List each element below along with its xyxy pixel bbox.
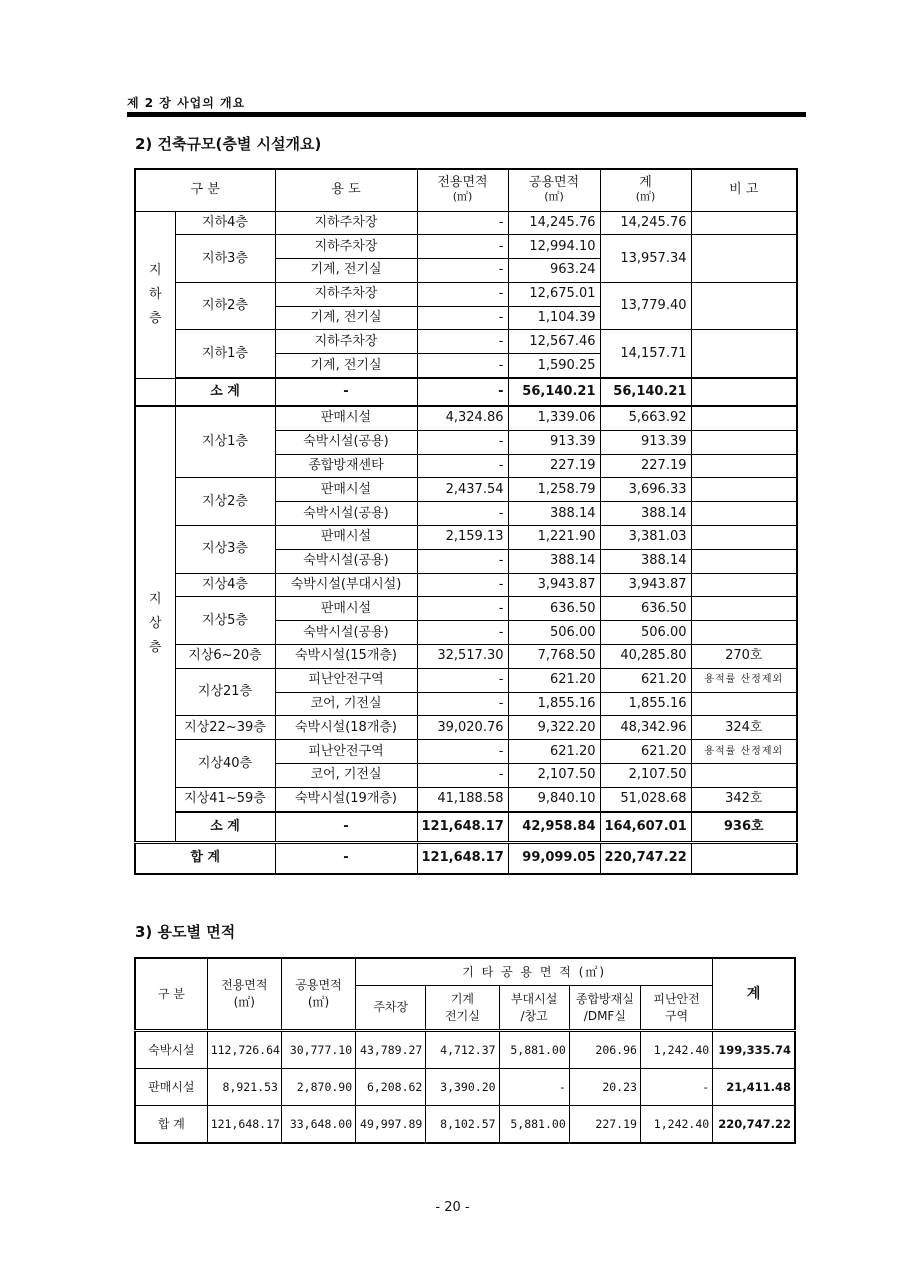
exclusive-cell: 112,726.64 — [207, 1031, 281, 1069]
refuge-cell: 1,242.40 — [640, 1031, 712, 1069]
common-cell: 621.20 — [508, 740, 600, 764]
use-cell: 숙박시설(공용) — [275, 502, 417, 526]
total-cell: 3,696.33 — [600, 478, 691, 502]
exclusive-cell: 121,648.17 — [417, 812, 508, 843]
total-cell: 199,335.74 — [713, 1031, 795, 1069]
total-cell: 220,747.22 — [600, 842, 691, 874]
exclusive-cell: - — [417, 454, 508, 478]
note-cell — [691, 454, 797, 478]
note-cell: 270호 — [691, 645, 797, 669]
total-cell: 14,245.76 — [600, 211, 691, 235]
use-cell: 코어, 기전실 — [275, 764, 417, 788]
col-note: 비 고 — [691, 169, 797, 211]
total-cell: 388.14 — [600, 549, 691, 573]
col-other-common: 기 타 공 용 면 적 (㎡) — [356, 958, 713, 986]
mech-cell: 4,712.37 — [426, 1031, 499, 1069]
common-cell: 2,107.50 — [508, 764, 600, 788]
use-cell: 지하주차장 — [275, 282, 417, 306]
exclusive-cell: - — [417, 211, 508, 235]
floor-cell: 지상22~39층 — [175, 716, 275, 740]
page-number: - 20 - — [435, 1200, 470, 1215]
floor-cell: 지상6~20층 — [175, 645, 275, 669]
use-cell: 지하주차장 — [275, 211, 417, 235]
total-cell: 3,943.87 — [600, 573, 691, 597]
exclusive-cell: 32,517.30 — [417, 645, 508, 669]
grand-total-row — [135, 842, 797, 874]
use-cell: 숙박시설(18개층) — [275, 716, 417, 740]
chapter-header: 제 2 장 사업의 개요 — [127, 96, 246, 110]
exclusive-cell: 8,921.53 — [207, 1069, 281, 1106]
table-row — [135, 211, 797, 235]
parking-cell: 49,997.89 — [356, 1106, 426, 1144]
mech-cell: 3,390.20 — [426, 1069, 499, 1106]
total-cell: 913.39 — [600, 430, 691, 454]
use-cell: 기계, 전기실 — [275, 354, 417, 378]
use-cell: 피난안전구역 — [275, 740, 417, 764]
exclusive-cell: - — [417, 621, 508, 645]
common-cell: 42,958.84 — [508, 812, 600, 843]
total-cell: 5,663.92 — [600, 406, 691, 430]
common-cell: 636.50 — [508, 597, 600, 621]
disaster-cell: 206.96 — [569, 1031, 640, 1069]
exclusive-cell: - — [417, 259, 508, 283]
note-cell — [691, 378, 797, 406]
use-cell: 판매시설 — [275, 406, 417, 430]
common-cell: 1,104.39 — [508, 306, 600, 330]
section-3-title: 3) 용도별 면적 — [135, 923, 236, 941]
floor-cell: 지상2층 — [175, 478, 275, 526]
use-cell: 기계, 전기실 — [275, 259, 417, 283]
note-cell — [691, 692, 797, 716]
col-use: 용 도 — [275, 169, 417, 211]
row-label: 숙박시설 — [135, 1031, 207, 1069]
table-header-row — [135, 958, 795, 986]
use-cell: - — [275, 812, 417, 843]
use-cell: 숙박시설(공용) — [275, 430, 417, 454]
floor-cell: 지하1층 — [175, 330, 275, 378]
floor-cell: 지하3층 — [175, 235, 275, 283]
refuge-cell: 1,242.40 — [640, 1106, 712, 1144]
use-cell: 판매시설 — [275, 597, 417, 621]
total-cell: 13,957.34 — [600, 235, 691, 283]
common-cell: 506.00 — [508, 621, 600, 645]
note-cell — [691, 526, 797, 550]
total-cell: 40,285.80 — [600, 645, 691, 669]
use-cell: 지하주차장 — [275, 330, 417, 354]
exclusive-cell: - — [417, 430, 508, 454]
underground-label-cont — [135, 378, 175, 406]
floor-cell: 지상21층 — [175, 668, 275, 716]
total-cell: 636.50 — [600, 597, 691, 621]
common-cell: 1,339.06 — [508, 406, 600, 430]
exclusive-cell: 121,648.17 — [417, 842, 508, 874]
exclusive-cell: - — [417, 502, 508, 526]
row-label: 합 계 — [135, 1106, 207, 1144]
exclusive-cell: - — [417, 549, 508, 573]
common-cell: 227.19 — [508, 454, 600, 478]
note-cell: 용적률 산정제외 — [691, 668, 797, 692]
parking-cell: 6,208.62 — [356, 1069, 426, 1106]
aux-cell: 5,881.00 — [499, 1031, 569, 1069]
col-exclusive: 전용면적 (㎡) — [417, 169, 508, 211]
common-cell: 913.39 — [508, 430, 600, 454]
col-common: 공용면적 (㎡) — [281, 958, 355, 1031]
common-cell: 621.20 — [508, 668, 600, 692]
floor-cell: 지상3층 — [175, 526, 275, 574]
table-row — [135, 645, 797, 669]
col-total: 계 (㎡) — [600, 169, 691, 211]
note-cell — [691, 235, 797, 283]
exclusive-cell: - — [417, 306, 508, 330]
section-2-title: 2) 건축규모(층별 시설개요) — [135, 135, 322, 153]
total-cell: 220,747.22 — [713, 1106, 795, 1144]
table-row — [135, 668, 797, 692]
floor-cell: 지상5층 — [175, 597, 275, 645]
exclusive-cell: 2,159.13 — [417, 526, 508, 550]
aux-cell: - — [499, 1069, 569, 1106]
table-row — [135, 1031, 795, 1069]
col-category: 구 분 — [135, 169, 275, 211]
total-cell: 56,140.21 — [600, 378, 691, 406]
total-cell: 3,381.03 — [600, 526, 691, 550]
exclusive-cell: - — [417, 282, 508, 306]
exclusive-cell: - — [417, 354, 508, 378]
floor-cell: 소 계 — [175, 378, 275, 406]
common-cell: 14,245.76 — [508, 211, 600, 235]
note-cell: 936호 — [691, 812, 797, 843]
table-row — [135, 1069, 795, 1106]
note-cell — [691, 502, 797, 526]
use-cell: 숙박시설(19개층) — [275, 787, 417, 811]
table-row — [135, 330, 797, 354]
floor-cell: 소 계 — [175, 812, 275, 843]
common-cell: 33,648.00 — [281, 1106, 355, 1144]
exclusive-cell: 41,188.58 — [417, 787, 508, 811]
floor-area-table — [134, 168, 798, 875]
table-row — [135, 597, 797, 621]
exclusive-cell: - — [417, 235, 508, 259]
note-cell — [691, 330, 797, 378]
total-cell: 227.19 — [600, 454, 691, 478]
note-cell — [691, 597, 797, 621]
table-row — [135, 740, 797, 764]
note-cell — [691, 282, 797, 330]
exclusive-cell: - — [417, 597, 508, 621]
col-aux: 부대시설 /창고 — [499, 986, 569, 1031]
exclusive-cell: - — [417, 573, 508, 597]
total-cell: 388.14 — [600, 502, 691, 526]
note-cell — [691, 549, 797, 573]
exclusive-cell: 39,020.76 — [417, 716, 508, 740]
use-cell: 숙박시설(15개층) — [275, 645, 417, 669]
common-cell: 56,140.21 — [508, 378, 600, 406]
exclusive-cell: - — [417, 668, 508, 692]
refuge-cell: - — [640, 1069, 712, 1106]
table-row — [135, 573, 797, 597]
use-cell: 지하주차장 — [275, 235, 417, 259]
table-row — [135, 1106, 795, 1144]
total-cell: 1,855.16 — [600, 692, 691, 716]
use-cell: 판매시설 — [275, 478, 417, 502]
note-cell: 342호 — [691, 787, 797, 811]
use-cell: 피난안전구역 — [275, 668, 417, 692]
exclusive-cell: - — [417, 740, 508, 764]
total-cell: 506.00 — [600, 621, 691, 645]
exclusive-cell: - — [417, 692, 508, 716]
area-by-use-table — [134, 957, 796, 1144]
use-cell: 숙박시설(공용) — [275, 621, 417, 645]
floor-cell: 지상4층 — [175, 573, 275, 597]
common-cell: 9,322.20 — [508, 716, 600, 740]
underground-label: 지 하 층 — [135, 211, 175, 378]
col-category: 구 분 — [135, 958, 207, 1031]
exclusive-cell: - — [417, 378, 508, 406]
common-cell: 2,870.90 — [281, 1069, 355, 1106]
table-row — [135, 526, 797, 550]
col-common: 공용면적 (㎡) — [508, 169, 600, 211]
use-cell: 코어, 기전실 — [275, 692, 417, 716]
total-cell: 164,607.01 — [600, 812, 691, 843]
aux-cell: 5,881.00 — [499, 1106, 569, 1144]
note-cell — [691, 573, 797, 597]
total-cell: 2,107.50 — [600, 764, 691, 788]
disaster-cell: 227.19 — [569, 1106, 640, 1144]
exclusive-cell: 121,648.17 — [207, 1106, 281, 1144]
subtotal-row — [135, 812, 797, 843]
total-cell: 14,157.71 — [600, 330, 691, 378]
floor-cell: 지상40층 — [175, 740, 275, 788]
use-cell: 숙박시설(부대시설) — [275, 573, 417, 597]
common-cell: 963.24 — [508, 259, 600, 283]
aboveground-label: 지 상 층 — [135, 406, 175, 842]
floor-cell: 지하2층 — [175, 282, 275, 330]
note-cell — [691, 430, 797, 454]
common-cell: 99,099.05 — [508, 842, 600, 874]
total-cell: 621.20 — [600, 740, 691, 764]
use-cell: - — [275, 842, 417, 874]
common-cell: 388.14 — [508, 549, 600, 573]
note-cell — [691, 764, 797, 788]
common-cell: 12,567.46 — [508, 330, 600, 354]
col-parking: 주차장 — [356, 986, 426, 1031]
exclusive-cell: 4,324.86 — [417, 406, 508, 430]
common-cell: 30,777.10 — [281, 1031, 355, 1069]
use-cell: 판매시설 — [275, 526, 417, 550]
note-cell — [691, 621, 797, 645]
note-cell — [691, 478, 797, 502]
total-cell: 621.20 — [600, 668, 691, 692]
note-cell: 용적률 산정제외 — [691, 740, 797, 764]
common-cell: 1,221.90 — [508, 526, 600, 550]
common-cell: 3,943.87 — [508, 573, 600, 597]
floor-cell: 합 계 — [135, 842, 275, 874]
note-cell — [691, 842, 797, 874]
disaster-cell: 20.23 — [569, 1069, 640, 1106]
col-disaster: 종합방재실 /DMF실 — [569, 986, 640, 1031]
common-cell: 9,840.10 — [508, 787, 600, 811]
note-cell — [691, 211, 797, 235]
table-row — [135, 235, 797, 259]
col-refuge: 피난안전 구역 — [640, 986, 712, 1031]
col-total: 계 — [713, 958, 795, 1031]
total-cell: 13,779.40 — [600, 282, 691, 330]
col-exclusive: 전용면적 (㎡) — [207, 958, 281, 1031]
table-header-row — [135, 169, 797, 211]
common-cell: 7,768.50 — [508, 645, 600, 669]
floor-cell: 지상41~59층 — [175, 787, 275, 811]
table-row — [135, 406, 797, 430]
use-cell: 숙박시설(공용) — [275, 549, 417, 573]
mech-cell: 8,102.57 — [426, 1106, 499, 1144]
note-cell: 324호 — [691, 716, 797, 740]
floor-cell: 지하4층 — [175, 211, 275, 235]
exclusive-cell: 2,437.54 — [417, 478, 508, 502]
table-row — [135, 787, 797, 811]
header-rule — [127, 112, 806, 117]
common-cell: 1,855.16 — [508, 692, 600, 716]
exclusive-cell: - — [417, 330, 508, 354]
table-row — [135, 282, 797, 306]
common-cell: 1,590.25 — [508, 354, 600, 378]
parking-cell: 43,789.27 — [356, 1031, 426, 1069]
floor-cell: 지상1층 — [175, 406, 275, 478]
table-row — [135, 478, 797, 502]
note-cell — [691, 406, 797, 430]
common-cell: 388.14 — [508, 502, 600, 526]
use-cell: 종합방재센타 — [275, 454, 417, 478]
common-cell: 12,675.01 — [508, 282, 600, 306]
row-label: 판매시설 — [135, 1069, 207, 1106]
use-cell: - — [275, 378, 417, 406]
total-cell: 21,411.48 — [713, 1069, 795, 1106]
subtotal-row — [135, 378, 797, 406]
total-cell: 48,342.96 — [600, 716, 691, 740]
table-row — [135, 716, 797, 740]
total-cell: 51,028.68 — [600, 787, 691, 811]
common-cell: 12,994.10 — [508, 235, 600, 259]
col-mech: 기계 전기실 — [426, 986, 499, 1031]
use-cell: 기계, 전기실 — [275, 306, 417, 330]
common-cell: 1,258.79 — [508, 478, 600, 502]
exclusive-cell: - — [417, 764, 508, 788]
